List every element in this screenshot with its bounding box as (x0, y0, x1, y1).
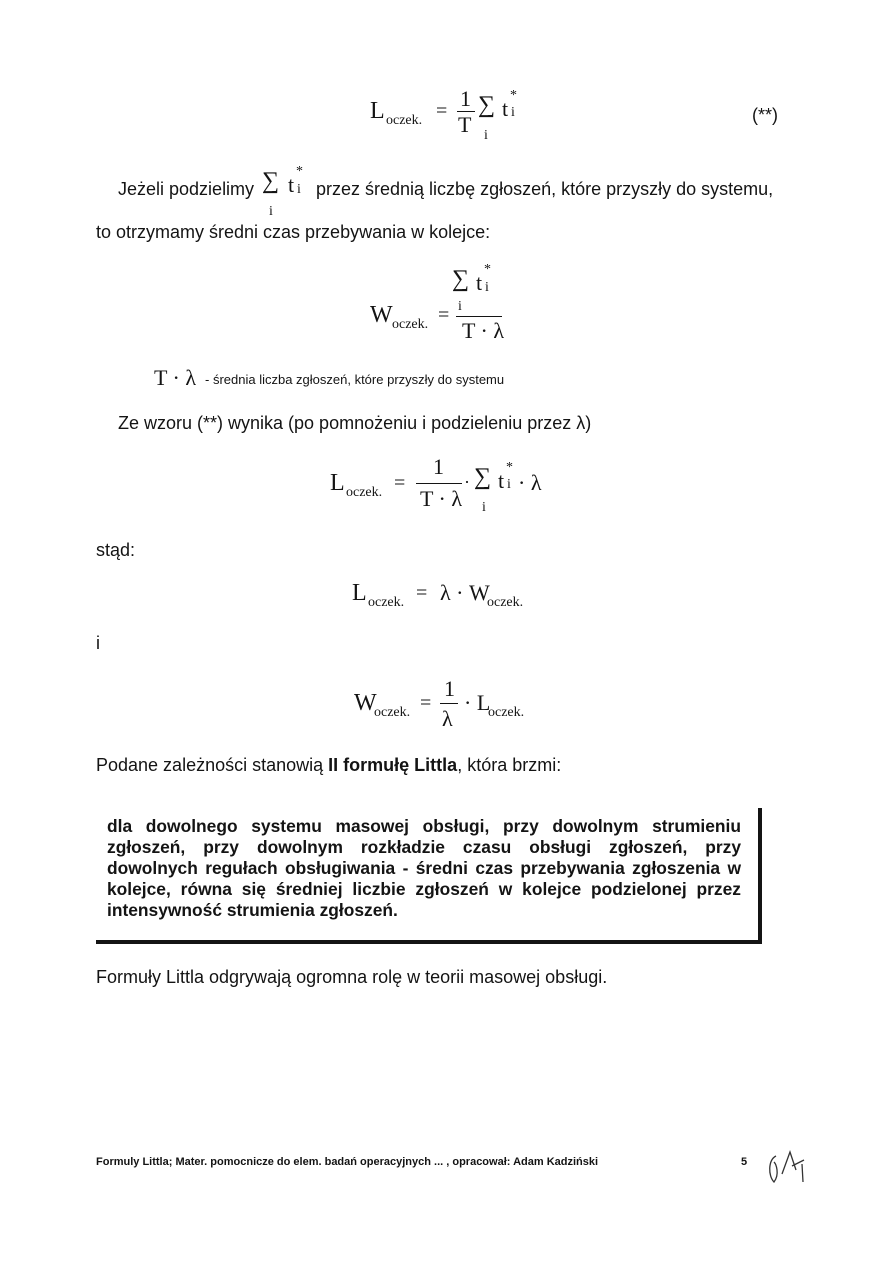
formula-little (352, 580, 552, 620)
sum-symbol: ∑ (474, 464, 492, 490)
lambda-tail: · λ (518, 470, 542, 495)
formula-rhs-sub: oczek. (487, 595, 524, 610)
dot-l: · L (464, 690, 491, 715)
page-number: 5 (741, 1156, 748, 1168)
paragraph-1-before: Jeżeli podzielimy (118, 179, 255, 199)
formula-w-little (354, 676, 544, 736)
fraction-denominator: T · λ (420, 486, 463, 511)
t-sub: i (485, 280, 489, 295)
paragraph-4-after: , która brzmi: (457, 755, 562, 775)
formula-lhs-sub: oczek. (374, 705, 411, 720)
t-sup: * (296, 164, 303, 179)
handwritten-mark (762, 1146, 810, 1190)
formula-lhs-sub: oczek. (386, 113, 423, 128)
t-sub: i (507, 477, 511, 492)
definition-text: dla dowolnego systemu masowej obsługi, przy dowolnym strumieniu zgłoszeń, przy dowolnym rozkładzie czasu obsługi zgłoszeń, przy dowolnych regułach obsługiwania - średni czas przebywania zgłoszenia w kolejce, równa się średniej liczbie zgłoszeń w kolejce podzielonej przez intensywność strumienia zgłoszeń. (107, 816, 741, 920)
equals-sign: = (438, 304, 450, 326)
t-sub: i (297, 182, 301, 197)
dot-operator: · (464, 472, 470, 492)
stad-label: stąd: (96, 540, 136, 560)
fraction-denominator: T · λ (462, 318, 505, 343)
conjunction-i: i (96, 633, 100, 653)
paragraph-3: Ze wzoru (**) wynika (po pomnożeniu i podzieleniu przez λ) (118, 413, 592, 433)
paragraph-5: Formuły Littla odgrywają ogromna rolę w teorii masowej obsługi. (96, 967, 608, 987)
equals-sign: = (416, 582, 428, 604)
inline-sum (262, 164, 312, 222)
t-lambda-definition: - średnia liczba zgłoszeń, które przyszły do systemu (205, 372, 505, 387)
t-lambda-symbol: T · λ (154, 365, 197, 390)
t-symbol: t (502, 96, 509, 121)
paragraph-4-bold: II formułę Littla (328, 755, 458, 775)
lambda-w: λ · W (440, 580, 490, 605)
formula-lhs: W (354, 690, 377, 716)
fraction-numerator: 1 (444, 676, 455, 701)
formula-lhs: L (370, 98, 385, 124)
equals-sign: = (420, 692, 432, 714)
fraction-bar (440, 703, 458, 704)
sum-symbol: ∑ (452, 266, 470, 292)
paragraph-2: to otrzymamy średni czas przebywania w kolejce: (96, 222, 491, 242)
formula-rhs-sub: oczek. (488, 705, 525, 720)
t-symbol: t (476, 270, 483, 295)
equals-sign: = (436, 100, 448, 122)
footer-text: Formuly Littla; Mater. pomocnicze do elem. badań operacyjnych ... , opracował: Adam Kadziński (96, 1156, 599, 1168)
t-symbol: t (288, 172, 295, 197)
paragraph-1-after: przez średnią liczbę zgłoszeń, które przyszły do systemu, (316, 179, 774, 199)
sum-symbol: ∑ (478, 92, 496, 118)
formula-lhs: L (352, 580, 367, 606)
formula-lhs-sub: oczek. (346, 485, 383, 500)
fraction-denominator: T (458, 112, 472, 137)
fraction-bar (416, 483, 462, 484)
formula-lhs-sub: oczek. (392, 317, 429, 332)
equals-sign: = (394, 472, 406, 494)
t-sup: * (484, 262, 491, 277)
fraction-bar (456, 316, 502, 317)
formula-l-oczek-2 (330, 454, 560, 518)
fraction-numerator: 1 (433, 454, 444, 479)
sum-index: i (482, 500, 486, 515)
paragraph-4 (96, 754, 561, 776)
sum-symbol: ∑ (262, 168, 280, 194)
formula-lhs: L (330, 470, 345, 496)
equation-tag: (**) (752, 105, 778, 125)
formula-lhs-sub: oczek. (368, 595, 405, 610)
t-sub: i (511, 105, 515, 120)
sum-index: i (484, 128, 488, 143)
fraction-numerator: 1 (460, 86, 471, 111)
paragraph-4-before: Podane zależności stanowią (96, 755, 324, 775)
formula-lhs: W (370, 302, 393, 328)
t-symbol: t (498, 468, 505, 493)
t-sup: * (506, 460, 513, 475)
fraction-denominator: λ (442, 706, 453, 731)
sum-index: i (269, 204, 273, 219)
sum-index: i (458, 299, 462, 314)
formula-w-oczek (370, 262, 530, 346)
t-sup: * (510, 88, 517, 103)
